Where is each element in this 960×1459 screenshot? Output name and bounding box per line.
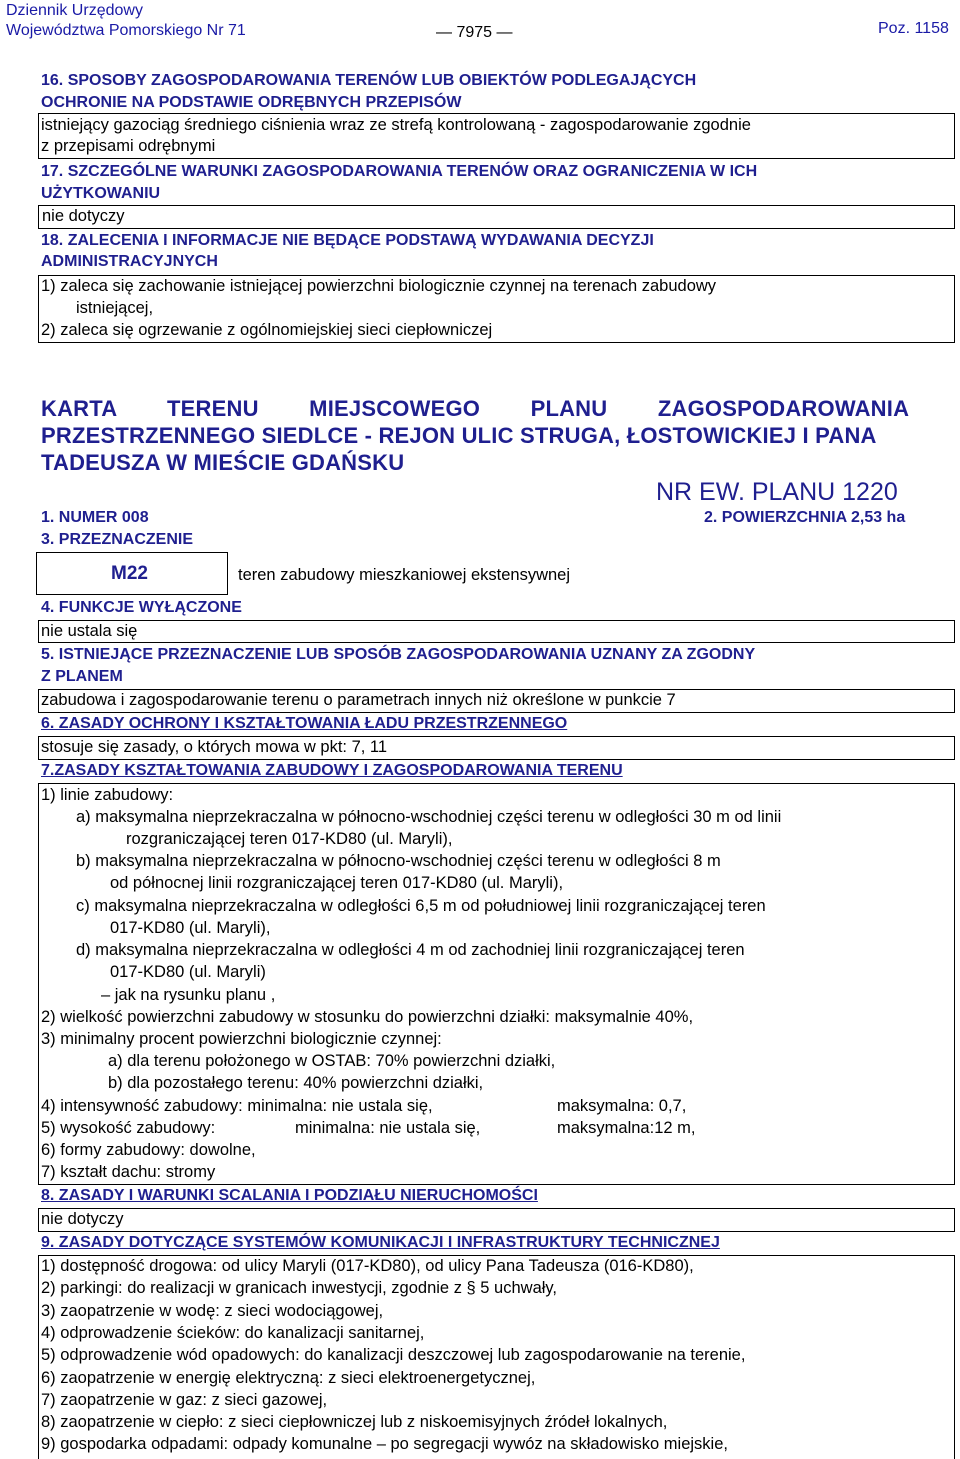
s7-line: 6) formy zabudowy: dowolne, <box>41 1141 256 1159</box>
s7-line: b) maksymalna nieprzekraczalna w północno-wschodniej części terenu w odległości 8 m <box>76 852 721 870</box>
s7-line: 3) minimalny procent powierzchni biologicznie czynnej: <box>41 1030 442 1048</box>
s7-line: 1) linie zabudowy: <box>41 786 174 804</box>
s7-line: od północnej linii rozgraniczającej teren 017-KD80 (ul. Maryli), <box>110 874 564 892</box>
section-18-item-1-cont: istniejącej, <box>76 299 154 317</box>
s7-line: maksymalna:12 m, <box>557 1119 696 1137</box>
s7-line: minimalna: nie ustala się, <box>295 1119 481 1137</box>
section-17-box <box>38 205 955 229</box>
section-17-title-2: UŻYTKOWANIU <box>41 185 161 202</box>
section-18-item-1: 1) zaleca się zachowanie istniejącej powierzchni biologicznie czynnej na terenach zabudowy <box>41 277 717 295</box>
symbol-code: M22 <box>111 563 148 584</box>
s7-line: d) maksymalna nieprzekraczalna w odległości 4 m od zachodniej linii rozgraniczającej teren <box>76 941 745 959</box>
section-6-title: 6. ZASADY OCHRONY I KSZTAŁTOWANIA ŁADU PRZESTRZENNEGO <box>41 715 568 732</box>
section-8-body: nie dotyczy <box>41 1210 124 1228</box>
s7-line: a) dla terenu położonego w OSTAB: 70% powierzchni działki, <box>108 1052 556 1070</box>
s7-line: 4) intensywność zabudowy: minimalna: nie ustala się, <box>41 1097 433 1115</box>
section-8-title: 8. ZASADY I WARUNKI SCALANIA I PODZIAŁU NIERUCHOMOŚCI <box>41 1187 538 1204</box>
section-8-box <box>38 1208 955 1232</box>
page-number: — 7975 — <box>436 24 513 41</box>
s7-line: – jak na rysunku planu , <box>101 986 276 1004</box>
s7-line: rozgraniczającej teren 017-KD80 (ul. Maryli), <box>126 830 453 848</box>
karta-title-2: PRZESTRZENNEGO SIEDLCE - REJON ULIC STRUGA, ŁOSTOWICKIEJ I PANA <box>41 423 877 448</box>
section-4-body: nie ustala się <box>41 622 138 640</box>
section-5-title-2: Z PLANEM <box>41 668 123 685</box>
karta-title-3: TADEUSZA W MIEŚCIE GDAŃSKU <box>41 450 405 475</box>
s9-line: 1) dostępność drogowa: od ulicy Maryli (017-KD80), od ulicy Pana Tadeusza (016-KD80), <box>41 1257 694 1275</box>
section-18-title-2: ADMINISTRACYJNYCH <box>41 253 218 270</box>
section-18-item-2: 2) zaleca się ogrzewanie z ogólnomiejskiej sieci ciepłowniczej <box>41 321 493 339</box>
plan-number: NR EW. PLANU 1220 <box>656 478 898 506</box>
journal-title: Dziennik Urzędowy <box>6 2 143 19</box>
s7-line: c) maksymalna nieprzekraczalna w odległości 6,5 m od południowej linii rozgraniczającej teren <box>76 897 766 915</box>
numer-label: 1. NUMER 008 <box>41 509 149 526</box>
s9-line: 6) zaopatrzenie w energię elektryczną: z sieci elektroenergetycznej, <box>41 1369 536 1387</box>
position-number: Poz. 1158 <box>878 20 949 37</box>
section-7-title: 7.ZASADY KSZTAŁTOWANIA ZABUDOWY I ZAGOSPODAROWANIA TERENU <box>41 762 623 779</box>
s9-line: 4) odprowadzenie ścieków: do kanalizacji sanitarnej, <box>41 1324 425 1342</box>
s9-line: 5) odprowadzenie wód opadowych: do kanalizacji deszczowej lub zagospodarowanie na terenie, <box>41 1346 746 1364</box>
section-16-body-2: z przepisami odrębnymi <box>41 137 216 155</box>
section-9-title: 9. ZASADY DOTYCZĄCE SYSTEMÓW KOMUNIKACJI I INFRASTRUKTURY TECHNICZNEJ <box>41 1234 720 1251</box>
section-5-title-1: 5. ISTNIEJĄCE PRZEZNACZENIE LUB SPOSÓB ZAGOSPODAROWANIA UZNANY ZA ZGODNY <box>41 646 756 663</box>
przeznaczenie-desc: teren zabudowy mieszkaniowej ekstensywnej <box>238 566 570 584</box>
section-18-title-1: 18. ZALECENIA I INFORMACJE NIE BĘDĄCE PODSTAWĄ WYDAWANIA DECYZJI <box>41 232 654 249</box>
karta-title-1: KARTA TERENU MIEJSCOWEGO PLANU ZAGOSPODAROWANIA <box>41 396 910 421</box>
section-6-body: stosuje się zasady, o których mowa w pkt: 7, 11 <box>41 738 388 756</box>
s9-line: 8) zaopatrzenie w ciepło: z sieci ciepłowniczej lub z niskoemisyjnych źródeł lokalnych, <box>41 1413 668 1431</box>
section-16-body-1: istniejący gazociąg średniego ciśnienia wraz ze strefą kontrolowaną - zagospodarowanie zgodnie <box>41 116 751 134</box>
s7-line: maksymalna: 0,7, <box>557 1097 687 1115</box>
s7-line: 017-KD80 (ul. Maryli), <box>110 919 271 937</box>
s7-line: 017-KD80 (ul. Maryli) <box>110 963 266 981</box>
s7-line: 7) kształt dachu: stromy <box>41 1163 216 1181</box>
section-5-body: zabudowa i zagospodarowanie terenu o parametrach innych niż określone w punkcie 7 <box>41 691 676 709</box>
section-17-body: nie dotyczy <box>42 207 125 225</box>
s7-line: 2) wielkość powierzchni zabudowy w stosunku do powierzchni działki: maksymalnie 40%, <box>41 1008 694 1026</box>
section-16-title-2: OCHRONIE NA PODSTAWIE ODRĘBNYCH PRZEPISÓW <box>41 94 462 111</box>
powierzchnia-label: 2. POWIERZCHNIA 2,53 ha <box>704 509 906 526</box>
section-17-title-1: 17. SZCZEGÓLNE WARUNKI ZAGOSPODAROWANIA TERENÓW ORAZ OGRANICZENIA W ICH <box>41 163 758 180</box>
s9-line: 2) parkingi: do realizacji w granicach inwestycji, zgodnie z § 5 uchwały, <box>41 1279 558 1297</box>
section-16-title-1: 16. SPOSOBY ZAGOSPODAROWANIA TERENÓW LUB OBIEKTÓW PODLEGAJĄCYCH <box>41 72 697 89</box>
s9-line: 7) zaopatrzenie w gaz: z sieci gazowej, <box>41 1391 328 1409</box>
s7-line: 5) wysokość zabudowy: <box>41 1119 216 1137</box>
section-4-box <box>38 620 955 643</box>
s9-line: 9) gospodarka odpadami: odpady komunalne – po segregacji wywóz na składowisko miejskie, <box>41 1435 728 1453</box>
journal-subtitle: Województwa Pomorskiego Nr 71 <box>6 22 246 39</box>
s7-line: a) maksymalna nieprzekraczalna w północno-wschodniej części terenu w odległości 30 m od linii <box>76 808 782 826</box>
section-4-title: 4. FUNKCJE WYŁĄCZONE <box>41 599 242 616</box>
s7-line: b) dla pozostałego terenu: 40% powierzchni działki, <box>108 1074 484 1092</box>
s9-line: 3) zaopatrzenie w wodę: z sieci wodociągowej, <box>41 1302 384 1320</box>
przeznaczenie-title: 3. PRZEZNACZENIE <box>41 531 194 548</box>
